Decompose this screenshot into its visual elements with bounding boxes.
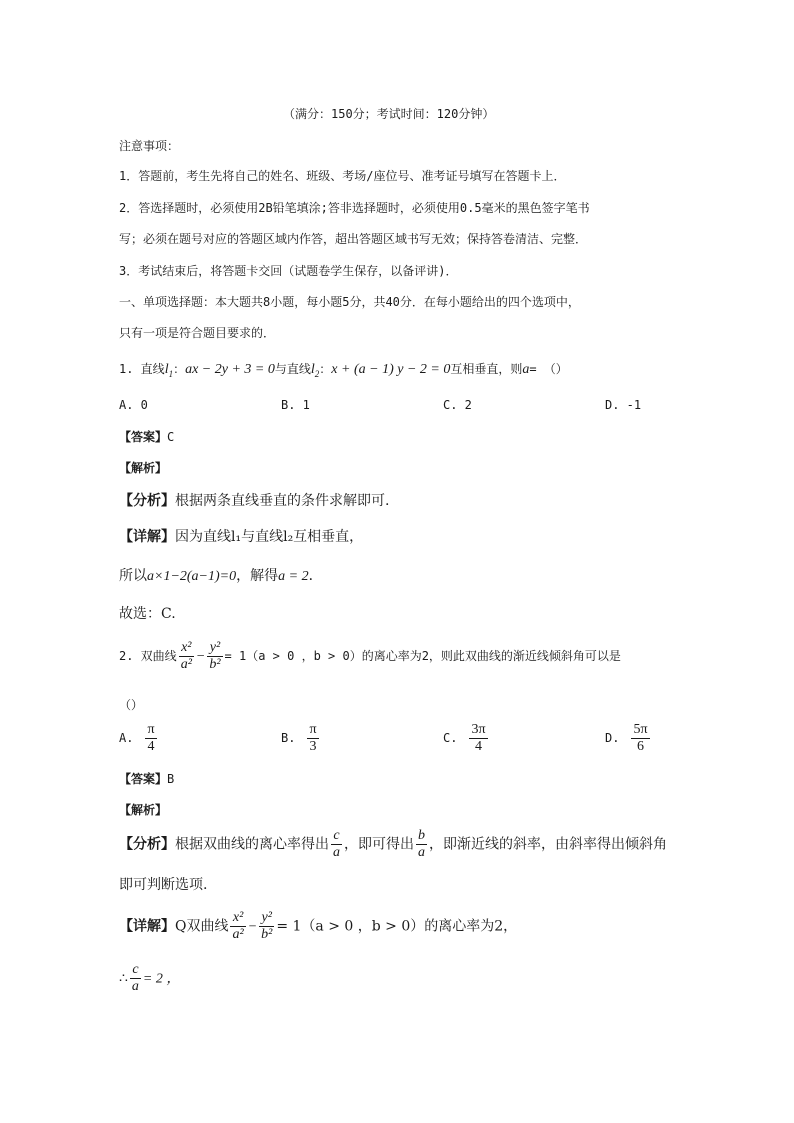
q1-tail: 互相垂直，则 bbox=[450, 362, 523, 376]
q1-colon: ： bbox=[173, 362, 186, 376]
exam-header: （满分：150分；考试时间：120分钟） bbox=[283, 107, 495, 121]
q2-option-d: D. $\frac{5\pi}{6}$ bbox=[605, 722, 648, 754]
q2-option-b: B. $\frac{\pi}{3}$ bbox=[281, 722, 317, 754]
q2-option-a: A. $\frac{\pi}{4}$ bbox=[119, 722, 155, 754]
therefore-symbol: ∴ bbox=[119, 970, 128, 987]
q1-option-a: A. 0 bbox=[119, 398, 148, 412]
q2-number: 2. 双曲线 bbox=[119, 649, 177, 663]
q1-analysis-label: 【解析】 bbox=[119, 461, 168, 475]
q1-option-c: C. 2 bbox=[443, 398, 472, 412]
q2-option-c: C. $\frac{3\pi}{4}$ bbox=[443, 722, 486, 754]
q2-detail: 【详解】Q双曲线 $\frac{\text{x²}}{\text{a²}}$ − $\frac{\text{y²}}{\text{b²}}$ = 1（a > 0 ，b > 0）的离心率为2， bbox=[119, 910, 518, 942]
section-heading-cont: 只有一项是符合题目要求的． bbox=[119, 326, 276, 340]
q1-equation-1: ax − 2y + 3 = 0 bbox=[185, 362, 275, 377]
q1-equation-2: x + (a − 1) y − 2 = 0 bbox=[331, 362, 451, 377]
q1-conclusion: 故选：C. bbox=[119, 606, 176, 622]
q1-var: a bbox=[522, 362, 530, 377]
q2-fenxi: 【分析】根据双曲线的离心率得出 $\frac{c}{a}$ ，即可得出 $\frac{b}{a}$ ，即渐近线的斜率，由斜率得出倾斜角 bbox=[119, 828, 667, 860]
notice-item-1: 1．答题前，考生先将自己的姓名、班级、考场/座位号、准考证号填写在答题卡上． bbox=[119, 169, 566, 183]
q1-detail: 【详解】因为直线l₁与直线l₂互相垂直， bbox=[119, 529, 364, 545]
q1-end: = （） bbox=[529, 362, 568, 376]
q2-therefore: ∴ $\frac{c}{a}$ = 2 ， bbox=[119, 962, 181, 994]
q2-paren: （） bbox=[119, 698, 144, 712]
notice-item-3: 3．考试结束后，将答题卡交回（试题卷学生保存，以备评讲)． bbox=[119, 264, 458, 278]
q1-derivation: 所以a×1−2(a−1)=0，解得a = 2． bbox=[119, 568, 323, 584]
notice-item-2: 2．答选择题时，必须使用2B铅笔填涂;答非选择题时，必须使用0.5毫米的黑色签字笔书 bbox=[119, 201, 590, 215]
because-symbol: Q bbox=[175, 918, 187, 935]
question-1-stem bbox=[119, 360, 568, 379]
q2-fraction-y: $\frac{\text{y²}}{\text{b²}}$ bbox=[209, 640, 221, 672]
q2-analysis-label: 【解析】 bbox=[119, 803, 168, 817]
q1-answer: 【答案】C bbox=[119, 430, 175, 444]
notice-title: 注意事项： bbox=[119, 139, 180, 153]
q1-l2: $l_2$ bbox=[310, 362, 320, 379]
q1-option-d: D. -1 bbox=[605, 398, 642, 412]
q1-fenxi: 【分析】根据两条直线垂直的条件求解即可. bbox=[119, 493, 390, 509]
q2-fraction-x: $\frac{\text{x²}}{\text{a²}}$ bbox=[180, 640, 192, 672]
q2-stem-tail: = 1（a > 0 ，b > 0）的离心率为2，则此双曲线的渐近线倾斜角可以是 bbox=[224, 649, 621, 663]
q1-option-b: B. 1 bbox=[281, 398, 310, 412]
q2-answer: 【答案】B bbox=[119, 772, 175, 786]
q1-l1: $l_1$ bbox=[164, 362, 174, 379]
q1-colon-2: ： bbox=[319, 362, 332, 376]
q1-mid-text: 与直线 bbox=[274, 362, 311, 376]
section-heading: 一、单项选择题：本大题共8小题，每小题5分，共40分．在每小题给出的四个选项中， bbox=[119, 295, 580, 309]
q1-number: 1. 直线 bbox=[119, 362, 165, 376]
question-2-stem: 2. 双曲线 $\frac{\text{x²}}{\text{a²}}$ − $\frac{\text{y²}}{\text{b²}}$ = 1（a > 0 ，b > 0）的离心率为2，则此双曲线的渐近线倾斜角可以是 bbox=[119, 640, 621, 672]
q2-fenxi-cont: 即可判断选项. bbox=[119, 877, 208, 893]
notice-item-2-cont: 写；必须在题号对应的答题区域内作答，超出答题区域书写无效；保持答卷清洁、完整． bbox=[119, 232, 588, 246]
